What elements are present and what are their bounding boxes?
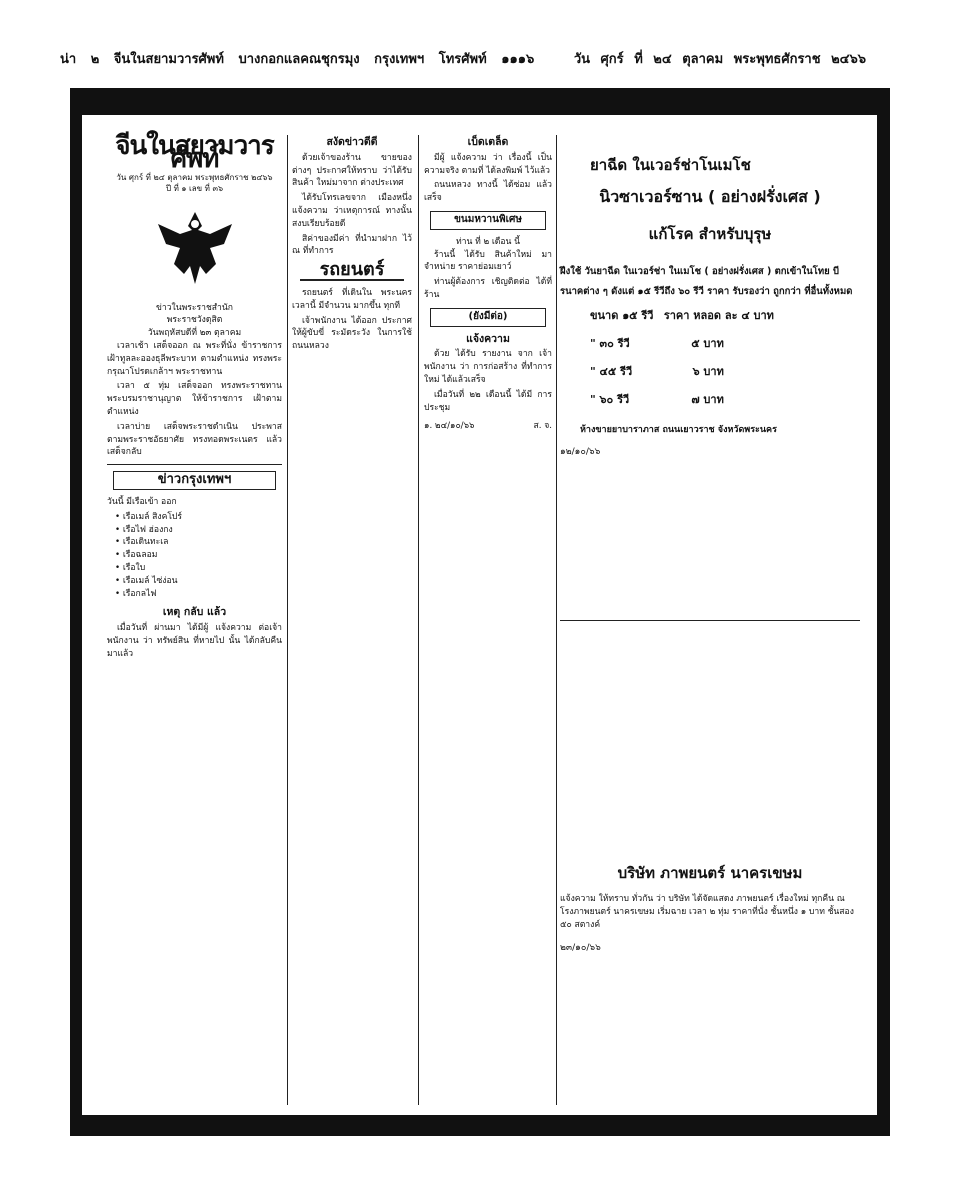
ad-body: ฝึงใช้ วันยาฉีด ในเวอร์ช่า ในเมโช ( อย่างฝรั่งเศส ) ตกเข้าในโทย บีรนาคต่าง ๆ ดังแต่ ๑๕ รีวีถึง ๖๐ รีวี ราคา รับรองว่า ถูกกว่า ที่อื่นทั้งหมด (560, 266, 853, 297)
ad-date: ๒๓/๑๐/๖๖ (560, 943, 601, 953)
paragraph: ได้รับโทรเลขจาก เมืองหนึ่ง แจ้งความ ว่าเหตุการณ์ ทางนั้น สงบเรียบร้อยดี (292, 193, 412, 229)
masthead-sub-2: ปี ที่ ๑ เลข ที่ ๓๖ (165, 183, 224, 193)
price-amount: ๗ บาท (691, 393, 724, 406)
section-heading-bangkok-news: ข่าวกรุงเทพฯ (113, 471, 276, 490)
price-qty: " ๖๐ รีวี (590, 393, 630, 406)
ad-subtitle-2: แก้โรค สำหรับบุรุษ (648, 225, 772, 243)
advertisement-cinema (560, 853, 860, 1033)
price-row (590, 330, 860, 358)
list-intro: วันนี้ มีเรือเข้า ออก (107, 496, 177, 507)
price-row (590, 386, 860, 414)
column-footer (424, 420, 552, 433)
paragraph: เมื่อวันที่ ผ่านมา ได้มีผู้ แจ้งความ ต่อเจ้าพนักงาน ว่า ทรัพย์สิน ที่หายไป นั้น ได้กลับคืนมาแล้ว (107, 623, 282, 659)
running-head (60, 48, 866, 70)
list-item: • เรือใบ (115, 562, 282, 575)
emblem-sub: พระราชวังดุสิต (166, 315, 223, 326)
price-row (590, 302, 860, 330)
list-item: • เรือเมล์ ไซ่ง่อน (115, 575, 282, 588)
news-list (115, 511, 282, 601)
paragraph: เวลาเช้า เสด็จออก ณ พระที่นั่ง ข้าราชการเฝ้าทูลละอองธุลีพระบาท ตามตำแหน่ง ทรงพระกรุณาโปรดเกล้าฯ พระราชทาน (107, 340, 282, 377)
box-sub: ท่าน ที่ ๒ เดือน นี้ (455, 236, 521, 247)
list-item: • เรือฉลอม (115, 549, 282, 562)
price-qty: " ๓๐ รีวี (590, 337, 630, 350)
ad-title: ยาฉีด ในเวอร์ช่าโนเมโช (590, 156, 751, 174)
subheading: แจ้งความ (466, 332, 510, 345)
column-heading: เบ็ดเตล็ด (467, 136, 509, 148)
list-item: • เรือเมล์ สิงคโปร์ (115, 511, 282, 524)
section-heading-cars: รถยนตร์ (300, 264, 404, 281)
ad-title: บริษัท ภาพยนตร์ นาครเขษม (617, 864, 803, 882)
advertisement-injection (560, 135, 860, 615)
paragraph: เวลา ๕ ทุ่ม เสด็จออก ทรงพระราชทานพระบรมราชานุญาต ให้ข้าราชการ เฝ้าตามตำแหน่ง (107, 381, 282, 417)
footer-left: ๑. ๒๔/๑๐/๖๖ (424, 421, 475, 432)
ad-body: แจ้งความ ให้ทราบ ทั่วกัน ว่า บริษัท ได้จัดแสดง ภาพยนตร์ เรื่องใหม่ ทุกคืน ณ โรงภาพยนตร์ นาครเขษม เริ่มฉาย เวลา ๒ ทุ่ม ราคาที่นั่ง ชั้นหนึ่ง ๑ บาท ชั้นสอง ๕๐ สตางค์ (560, 894, 854, 930)
column-divider (418, 135, 419, 1105)
paragraph: เวลาบ่าย เสด็จพระราชดำเนิน ประพาส ตามพระราชอัธยาศัย ทรงทอดพระเนตร แล้วเสด็จกลับ (107, 421, 282, 458)
ad-date: ๑๒/๑๐/๖๖ (560, 447, 601, 457)
subheading: เหตุ กลับ แล้ว (162, 606, 227, 619)
column-1 (107, 130, 282, 1115)
continued-box: (ยังมีต่อ) (430, 308, 546, 327)
date-line: วันพฤหัสบดีที่ ๒๓ ตุลาคม (147, 328, 242, 339)
masthead: จีนในสยามวารศัพท์ (115, 131, 274, 174)
running-head-right: วัน ศุกร์ ที่ ๒๔ ตุลาคม พระพุทธศักราช ๒๔๖๖ (573, 52, 866, 67)
footer-right: ส. จ. (533, 421, 552, 432)
paragraph: เจ้าพนักงาน ได้ออก ประกาศ ให้ผู้ขับขี่ ระมัดระวัง ในการใช้ ถนนหลวง (292, 315, 412, 352)
column-divider (287, 135, 288, 1105)
price-row (590, 358, 860, 386)
paragraph: ด้วย ได้รับ รายงาน จาก เจ้าพนักงาน ว่า การก่อสร้าง ที่ทำการ ใหม่ ได้แล้วเสร็จ (424, 349, 552, 385)
paragraph: สิค่าของมีค่า ที่นำมาฝาก ไว้ ณ ที่ทำการ (292, 233, 412, 257)
list-item: • เรือกลไฟ (115, 588, 282, 601)
ad-subtitle: นิวซาเวอร์ซาน ( อย่างฝรั่งเศส ) (599, 187, 821, 206)
running-head-left: น่า ๒ จีนในสยามวารศัพท์ บางกอกแลคณชุกรมุง กรุงเทพฯ โทรศัพท์ ๑๑๑๖ (60, 52, 535, 67)
emblem-caption: ข่าวในพระราชสำนัก (156, 302, 233, 313)
price-amount: ราคา หลอด ละ ๔ บาท (663, 309, 774, 322)
paragraph: เมื่อวันที่ ๒๒ เดือนนี้ ได้มี การประชุม (424, 389, 552, 413)
column-heading: สงัดข่าวตีตี (326, 136, 378, 148)
masthead-sub-1: วัน ศุกร์ ที่ ๒๔ ตุลาคม พระพุทธศักราช ๒๔๖๖ (116, 172, 273, 182)
paragraph: ร้านนี้ ได้รับ สินค้าใหม่ มาจำหน่าย ราคาย่อมเยาว์ (424, 249, 552, 273)
column-2 (292, 130, 412, 1115)
list-item: • เรือเดินทะเล (115, 536, 282, 549)
divider (107, 464, 282, 465)
paragraph: รถยนตร์ ที่เดินใน พระนคร เวลานี้ มีจำนวน มากขึ้น ทุกที (292, 287, 412, 311)
price-amount: ๕ บาท (691, 337, 724, 350)
paragraph: ถนนหลวง ทางนี้ ได้ซ่อม แล้วเสร็จ (424, 180, 552, 204)
section-heading-sweets: ขนมหวานพิเศษ (430, 211, 546, 230)
paragraph: ด้วยเจ้าของร้าน ขายของต่างๆ ประกาศให้ทราบ ว่าได้รับสินค้า ใหม่มาจาก ต่างประเทศ (292, 152, 412, 189)
newspaper-page (82, 115, 877, 1115)
ad-footer: ห้างขายยาบาราภาส ถนนเยาวราช จังหวัดพระนคร (580, 425, 777, 435)
paragraph: มีผู้ แจ้งความ ว่า เรื่องนี้ เป็นความจริง ตามที่ ได้ลงพิมพ์ ไว้แล้ว (424, 152, 552, 176)
price-qty: " ๔๕ รีวี (590, 365, 633, 378)
list-item: • เรือไฟ ฮ่องกง (115, 524, 282, 537)
column-3 (424, 130, 552, 1115)
paragraph: ท่านผู้ต้องการ เชิญติดต่อ ได้ที่ ร้าน (424, 277, 552, 300)
garuda-emblem-icon (150, 204, 240, 294)
blank-ad-space (560, 620, 860, 851)
price-qty: ขนาด ๑๕ รีวี (590, 309, 654, 322)
column-divider (556, 135, 557, 1105)
price-amount: ๖ บาท (692, 365, 724, 378)
